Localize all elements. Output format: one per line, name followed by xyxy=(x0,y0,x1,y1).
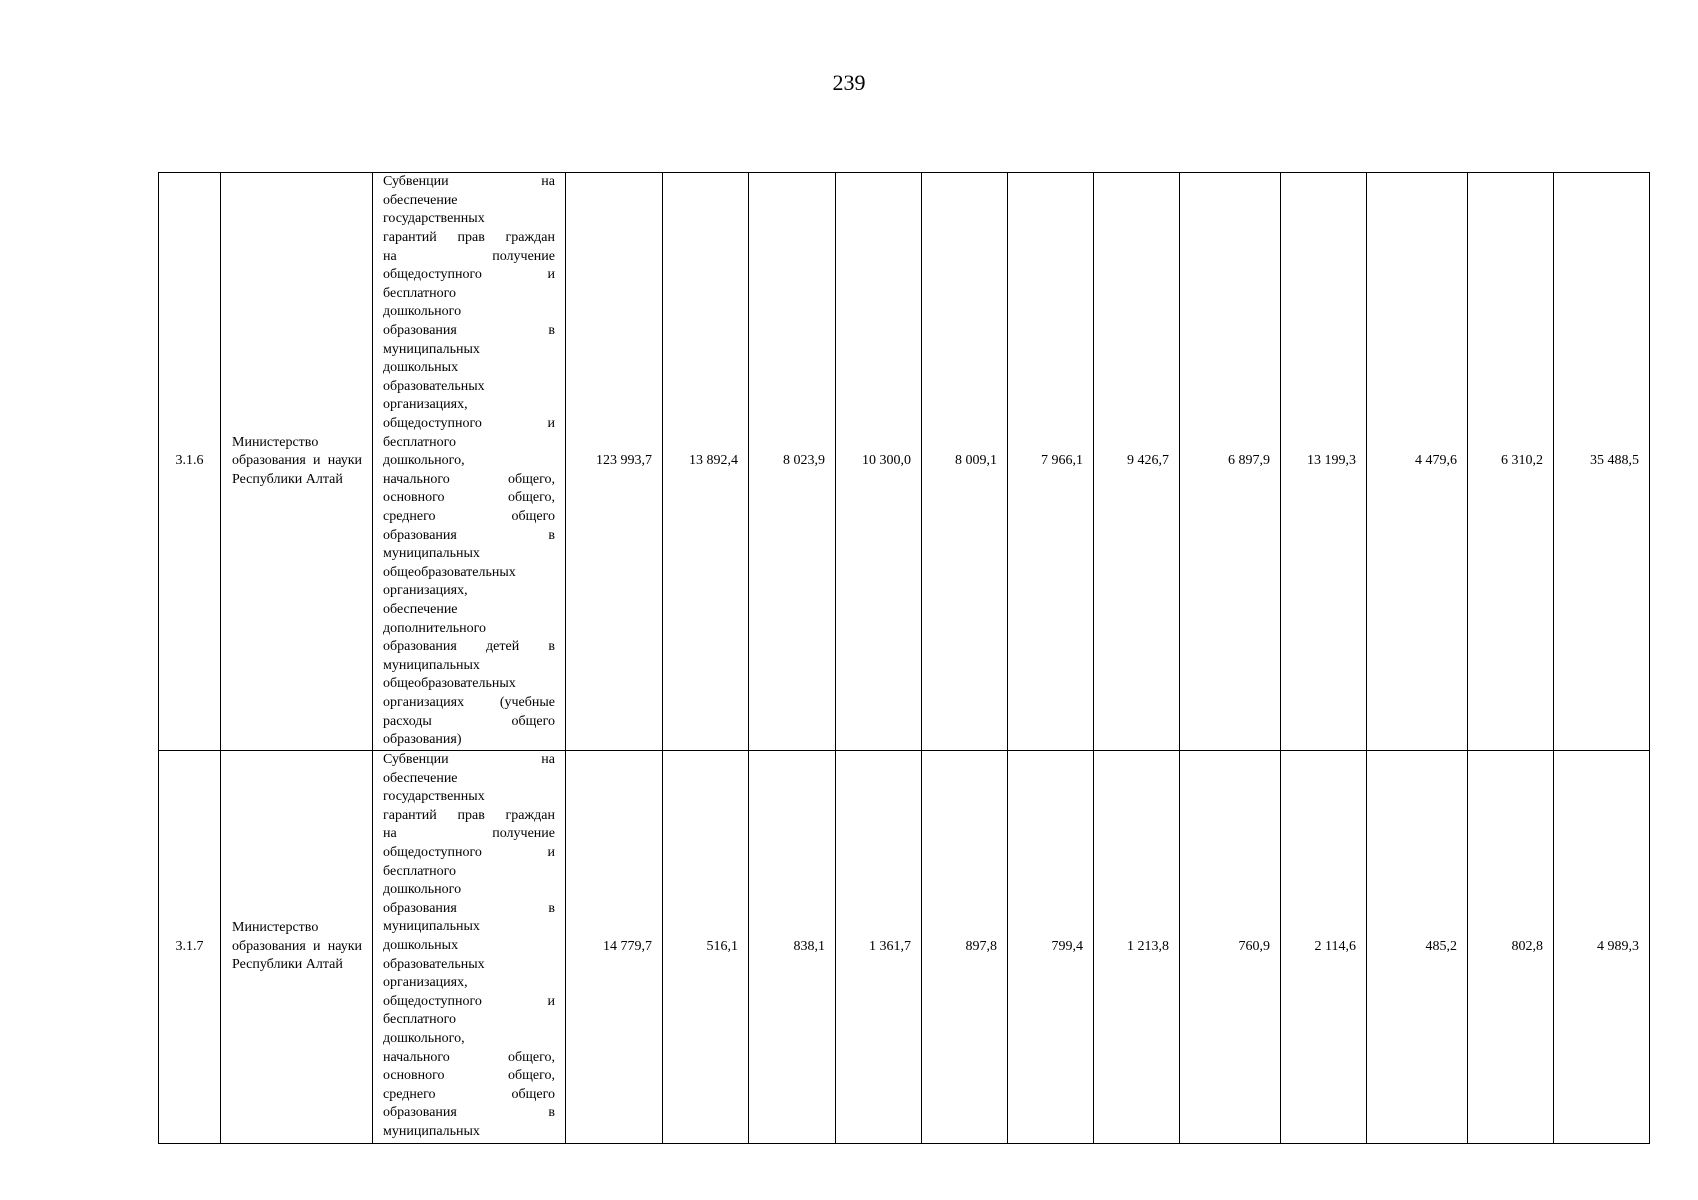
description-line: гарантий прав граждан xyxy=(383,807,555,823)
description-line: организациях, xyxy=(383,975,468,991)
description-line: на получение xyxy=(383,826,555,842)
description-line: организациях (учебные xyxy=(383,694,555,710)
value-cell: 14 779,7 xyxy=(566,751,663,1144)
value-cell: 9 426,7 xyxy=(1094,173,1180,751)
description-line: государственных xyxy=(383,789,485,805)
description-line: образования в xyxy=(383,527,555,543)
row-code: 3.1.7 xyxy=(159,751,221,1144)
description-line: общедоступного и xyxy=(383,844,555,860)
description-line: Субвенции на xyxy=(383,174,555,190)
value-cell: 13 892,4 xyxy=(663,173,749,751)
budget-table xyxy=(158,172,1650,1144)
description-line: основного общего, xyxy=(383,490,555,506)
description-line: среднего общего xyxy=(383,1086,555,1102)
value-cell: 8 023,9 xyxy=(749,173,836,751)
description-line: начального общего, xyxy=(383,471,555,487)
value-cell: 10 300,0 xyxy=(836,173,922,751)
description-line: общедоступного и xyxy=(383,267,555,283)
description-line: организациях, xyxy=(383,397,468,413)
description-line: муниципальных xyxy=(383,1123,480,1139)
value-cell: 123 993,7 xyxy=(566,173,663,751)
value-cell: 4 989,3 xyxy=(1554,751,1650,1144)
row-code: 3.1.6 xyxy=(159,173,221,751)
value-cell: 6 310,2 xyxy=(1468,173,1554,751)
description-line: муниципальных xyxy=(383,546,480,562)
value-cell: 802,8 xyxy=(1468,751,1554,1144)
description-line: бесплатного xyxy=(383,863,457,879)
description-line: среднего общего xyxy=(383,508,555,524)
description-line: образования в xyxy=(383,900,555,916)
value-cell: 1 361,7 xyxy=(836,751,922,1144)
description-line: образовательных xyxy=(383,956,485,972)
value-cell: 760,9 xyxy=(1180,751,1281,1144)
description-line: общедоступного и xyxy=(383,993,555,1009)
description-line: дошкольных xyxy=(383,360,459,376)
description-line: общеобразовательных xyxy=(383,564,516,580)
value-cell: 1 213,8 xyxy=(1094,751,1180,1144)
description-line: гарантий прав граждан xyxy=(383,230,555,246)
value-cell: 35 488,5 xyxy=(1554,173,1650,751)
description-line: начального общего, xyxy=(383,1049,555,1065)
value-cell: 897,8 xyxy=(922,751,1008,1144)
description-line: образовательных xyxy=(383,378,485,394)
row-organization: Министерство образования и науки Республики Алтай xyxy=(221,173,373,751)
description-line: Субвенции на xyxy=(383,752,555,767)
description-line: образования в xyxy=(383,1105,555,1121)
description-line: дошкольного, xyxy=(383,1030,465,1046)
value-cell: 13 199,3 xyxy=(1281,173,1367,751)
description-line: дошкольного, xyxy=(383,453,465,469)
description-line: дошкольного xyxy=(383,304,462,320)
description-line: обеспечение xyxy=(383,192,458,208)
row-description xyxy=(373,173,566,751)
value-cell: 838,1 xyxy=(749,751,836,1144)
description-line: образования) xyxy=(383,732,462,748)
description-line: общеобразовательных xyxy=(383,676,516,692)
description-line: дополнительного xyxy=(383,620,486,636)
row-organization: Министерство образования и науки Республики Алтай xyxy=(221,751,373,1144)
description-line: организациях, xyxy=(383,583,468,599)
description-line: образования в xyxy=(383,323,555,339)
description-line: дошкольных xyxy=(383,937,459,953)
description-line: на получение xyxy=(383,248,555,264)
description-line: основного общего, xyxy=(383,1068,555,1084)
value-cell: 799,4 xyxy=(1008,751,1094,1144)
description-line: обеспечение xyxy=(383,770,458,786)
description-line: государственных xyxy=(383,211,485,227)
row-description xyxy=(373,751,566,1144)
row-description-text xyxy=(383,751,555,1141)
description-line: расходы общего xyxy=(383,713,555,729)
description-line: муниципальных xyxy=(383,341,480,357)
description-line: бесплатного xyxy=(383,1012,457,1028)
value-cell: 516,1 xyxy=(663,751,749,1144)
description-line: обеспечение xyxy=(383,601,458,617)
description-line: дошкольного xyxy=(383,882,462,898)
description-line: бесплатного xyxy=(383,434,457,450)
value-cell: 7 966,1 xyxy=(1008,173,1094,751)
value-cell: 485,2 xyxy=(1367,751,1468,1144)
page-number: 239 xyxy=(832,70,866,95)
value-cell: 4 479,6 xyxy=(1367,173,1468,751)
value-cell: 6 897,9 xyxy=(1180,173,1281,751)
table-row xyxy=(159,173,1650,751)
description-line: общедоступного и xyxy=(383,416,555,432)
value-cell: 8 009,1 xyxy=(922,173,1008,751)
description-line: муниципальных xyxy=(383,657,480,673)
table-row xyxy=(159,751,1650,1144)
description-line: образования детей в xyxy=(383,639,555,655)
description-line: муниципальных xyxy=(383,919,480,935)
value-cell: 2 114,6 xyxy=(1281,751,1367,1144)
description-line: бесплатного xyxy=(383,285,457,301)
